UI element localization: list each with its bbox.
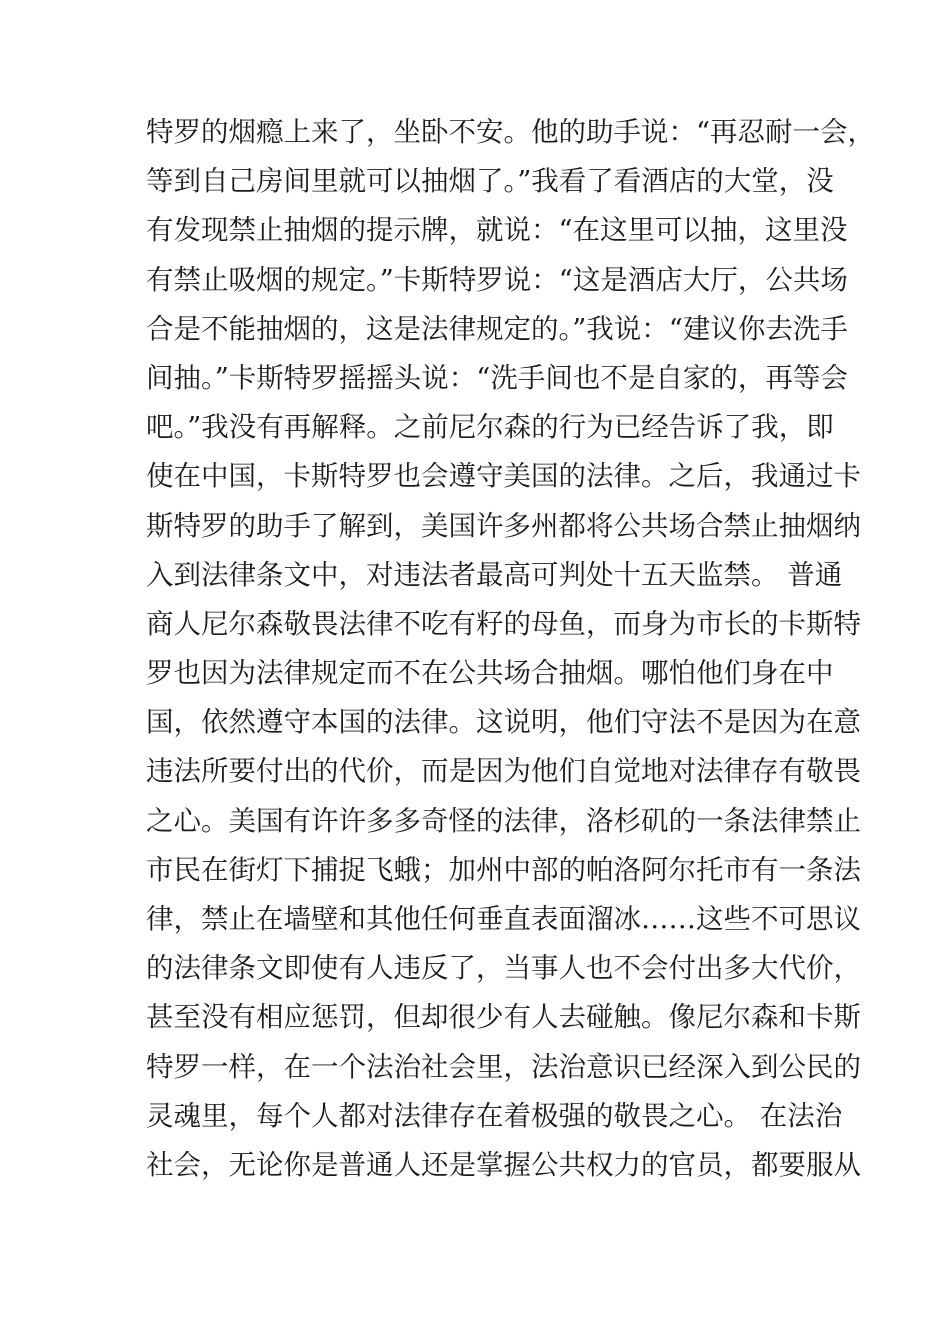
- text-line-1: 特罗的烟瘾上来了，坐卧不安。他的助手说：“再忍耐一会，: [146, 116, 876, 148]
- text-line-12: 罗也因为法律规定而不在公共场合抽烟。哪怕他们身在中: [146, 657, 834, 690]
- text-line-20: 特罗一样，在一个法治社会里，法治意识已经深入到公民的: [146, 1050, 861, 1083]
- text-line-16: 市民在街灯下捕捉飞蛾；加州中部的帕洛阿尔托市有一条法: [146, 853, 861, 886]
- text-line-2: 等到自己房间里就可以抽烟了。”我看了看酒店的大堂，没: [146, 165, 834, 198]
- text-line-18: 的法律条文即使有人违反了，当事人也不会付出多大代价，: [146, 952, 861, 985]
- text-line-9: 斯特罗的助手了解到，美国许多州都将公共场合禁止抽烟纳: [146, 509, 861, 542]
- text-line-22: 社会，无论你是普通人还是掌握公共权力的官员，都要服从: [146, 1148, 861, 1181]
- text-line-15: 之心。美国有许许多多奇怪的法律，洛杉矶的一条法律禁止: [146, 804, 861, 837]
- text-line-13: 国，依然遵守本国的法律。这说明，他们守法不是因为在意: [146, 706, 861, 739]
- text-line-17: 律，禁止在墙壁和其他任何垂直表面溜冰……这些不可思议: [146, 903, 861, 935]
- text-line-3: 有发现禁止抽烟的提示牌，就说：“在这里可以抽，这里没: [146, 214, 848, 247]
- text-line-10: 入到法律条文中，对违法者最高可判处十五天监禁。 普通: [146, 558, 843, 591]
- text-line-4: 有禁止吸烟的规定。”卡斯特罗说：“这是酒店大厅，公共场: [146, 263, 848, 296]
- text-line-21: 灵魂里，每个人都对法律存在着极强的敬畏之心。 在法治: [146, 1099, 843, 1132]
- text-line-6: 间抽。”卡斯特罗摇摇头说：“洗手间也不是自家的，再等会: [146, 361, 848, 394]
- text-line-14: 违法所要付出的代价，而是因为他们自觉地对法律存有敬畏: [146, 755, 861, 788]
- text-line-5: 合是不能抽烟的，这是法律规定的。”我说：“建议你去洗手: [146, 312, 848, 345]
- text-line-11: 商人尼尔森敬畏法律不吃有籽的母鱼，而身为市长的卡斯特: [146, 607, 861, 640]
- body-text: [146, 108, 876, 1190]
- text-line-7: 吧。”我没有再解释。之前尼尔森的行为已经告诉了我，即: [146, 411, 834, 444]
- text-line-19: 甚至没有相应惩罚，但却很少有人去碰触。像尼尔森和卡斯: [146, 1001, 861, 1034]
- text-line-8: 使在中国，卡斯特罗也会遵守美国的法律。之后，我通过卡: [146, 460, 861, 493]
